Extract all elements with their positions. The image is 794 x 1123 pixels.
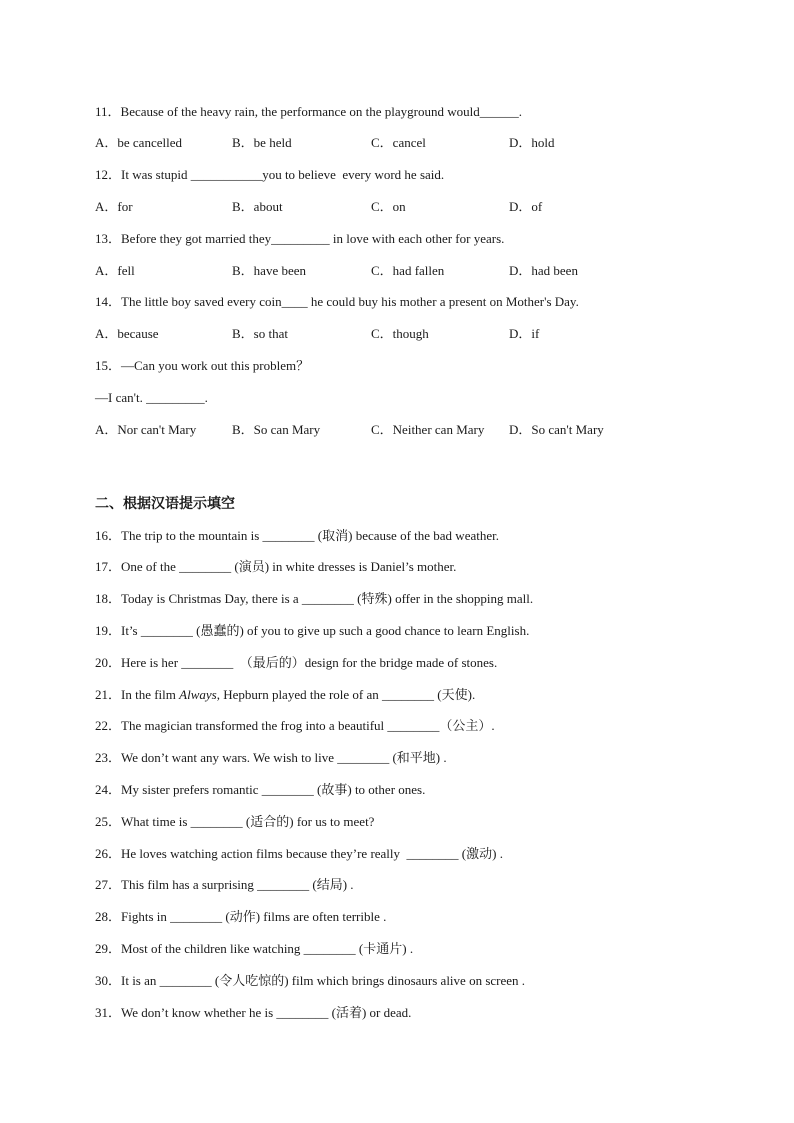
question-28: 28．Fights in ________ (动作) films are often terrible . bbox=[95, 909, 387, 924]
question-18: 18．Today is Christmas Day, there is a ________ (特殊) offer in the shopping mall. bbox=[95, 591, 534, 606]
question-11: 11．Because of the heavy rain, the performance on the playground would______. bbox=[95, 104, 522, 119]
q21-prefix: 21．In the film bbox=[95, 687, 180, 702]
question-14: 14．The little boy saved every coin____ he could buy his mother a present on Mother's Day. bbox=[95, 294, 579, 309]
question-16: 16．The trip to the mountain is ________ (取消) because of the bad weather. bbox=[95, 528, 499, 543]
question-19: 19．It’s ________ (愚蠢的) of you to give up such a good chance to learn English. bbox=[95, 623, 530, 638]
question-27: 27．This film has a surprising ________ (结局) . bbox=[95, 877, 354, 892]
question-13: 13．Before they got married they_________ in love with each other for years. bbox=[95, 231, 505, 246]
q12-option-c: C．on bbox=[371, 199, 406, 214]
section-2-title: 二、根据汉语提示填空 bbox=[95, 496, 235, 512]
q12-option-b: B．about bbox=[232, 199, 283, 214]
question-24: 24．My sister prefers romantic ________ (故事) to other ones. bbox=[95, 782, 426, 797]
question-15: 15．—Can you work out this problem？ bbox=[95, 358, 310, 373]
q14-option-b: B．so that bbox=[232, 326, 288, 341]
question-21 bbox=[95, 687, 475, 703]
q21-suffix: , Hepburn played the role of an ________ (天使). bbox=[216, 687, 476, 702]
q11-option-d: D．hold bbox=[509, 135, 555, 150]
q13-option-c: C．had fallen bbox=[371, 263, 445, 278]
q13-option-d: D．had been bbox=[509, 263, 578, 278]
question-25: 25．What time is ________ (适合的) for us to meet? bbox=[95, 814, 375, 829]
q15-option-d: D．So can't Mary bbox=[509, 422, 604, 437]
q13-option-b: B．have been bbox=[232, 263, 307, 278]
q11-option-a: A．be cancelled bbox=[95, 135, 182, 150]
q14-option-a: A．because bbox=[95, 326, 159, 341]
q15-option-c: C．Neither can Mary bbox=[371, 422, 485, 437]
q14-option-c: C．though bbox=[371, 326, 429, 341]
question-23: 23．We don’t want any wars. We wish to live ________ (和平地) . bbox=[95, 750, 447, 765]
question-29: 29．Most of the children like watching ________ (卡通片) . bbox=[95, 941, 414, 956]
q11-option-c: C．cancel bbox=[371, 135, 426, 150]
q11-option-b: B．be held bbox=[232, 135, 292, 150]
question-26: 26．He loves watching action films because they’re really ________ (激动) . bbox=[95, 846, 503, 861]
q21-film-title: Always bbox=[179, 687, 217, 702]
q12-option-a: A．for bbox=[95, 199, 133, 214]
q12-option-d: D．of bbox=[509, 199, 543, 214]
question-31: 31．We don’t know whether he is ________ (活着) or dead. bbox=[95, 1005, 412, 1020]
question-17: 17．One of the ________ (演员) in white dresses is Daniel’s mother. bbox=[95, 559, 457, 574]
question-30: 30．It is an ________ (令人吃惊的) film which brings dinosaurs alive on screen . bbox=[95, 973, 526, 988]
question-22: 22．The magician transformed the frog into a beautiful ________（公主）. bbox=[95, 718, 495, 733]
question-12: 12．It was stupid ___________you to believe every word he said. bbox=[95, 167, 445, 182]
question-15-reply: —I can't. _________. bbox=[95, 390, 208, 405]
q15-option-a: A．Nor can't Mary bbox=[95, 422, 197, 437]
q13-option-a: A．fell bbox=[95, 263, 135, 278]
q15-option-b: B．So can Mary bbox=[232, 422, 321, 437]
q14-option-d: D．if bbox=[509, 326, 540, 341]
question-20: 20．Here is her ________ （最后的）design for the bridge made of stones. bbox=[95, 655, 498, 670]
